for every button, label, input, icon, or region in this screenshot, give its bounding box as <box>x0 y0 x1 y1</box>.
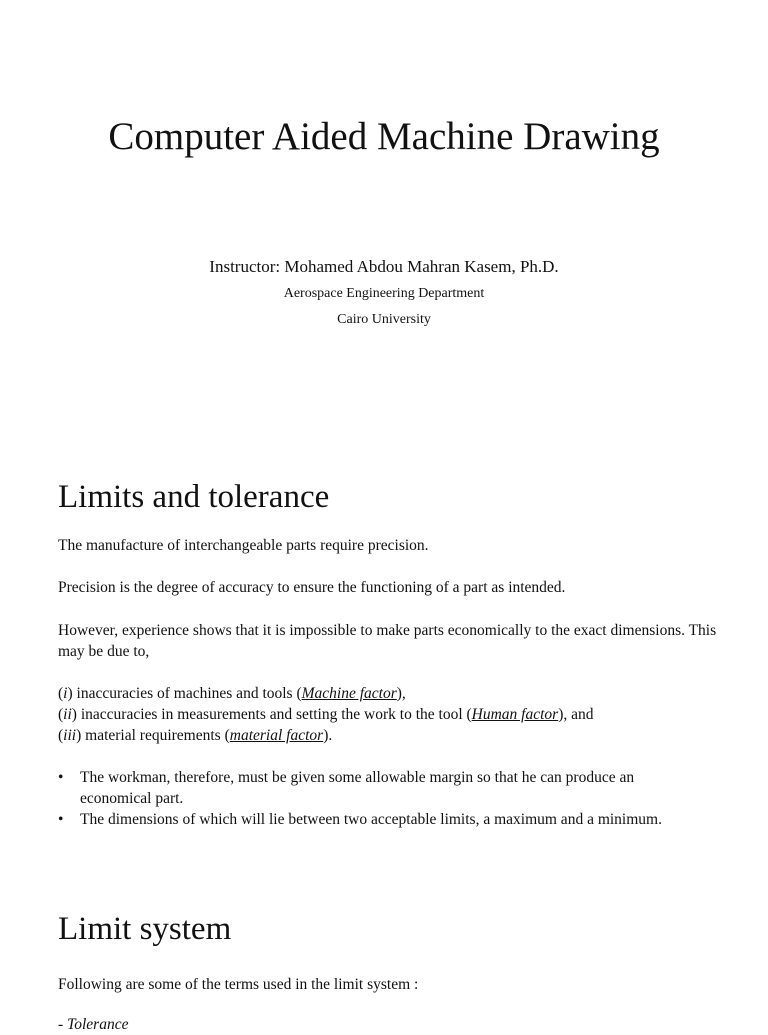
bullet-text: The dimensions of which will lie between two acceptable limits, a maximum and a minimum. <box>80 811 662 828</box>
limit-system-heading: Limit system <box>58 911 232 947</box>
paragraph-interchangeable: The manufacture of interchangeable parts require precision. <box>58 537 429 554</box>
document-title: Computer Aided Machine Drawing <box>108 115 660 158</box>
limits-tolerance-heading: Limits and tolerance <box>58 479 330 515</box>
factor-line: (iii) material requirements (material factor). <box>58 727 333 744</box>
university-line: Cairo University <box>337 312 431 327</box>
factor-text: material requirements ( <box>81 727 230 744</box>
paragraph-experience: However, experience shows that it is impossible to make parts economically to the exact dimensions. This may be due to, <box>58 622 717 660</box>
factor-number: i <box>63 685 68 702</box>
instructor-line: Instructor: Mohamed Abdou Mahran Kasem, Ph.D. <box>209 257 559 276</box>
bullet-glyph: • <box>58 811 64 828</box>
list-item <box>58 767 698 809</box>
bullet-text: The workman, therefore, must be given some allowable margin so that he can produce an economical part. <box>80 769 635 807</box>
factor-line: (ii) inaccuracies in measurements and setting the work to the tool (Human factor), and <box>58 706 594 723</box>
factor-list <box>58 683 718 746</box>
bullet-glyph: • <box>58 769 64 786</box>
factor-term: material factor <box>229 727 324 744</box>
factor-end: ). <box>323 727 333 744</box>
factor-number: ii <box>63 706 72 723</box>
factor-text: inaccuracies in measurements and setting the work to the tool ( <box>76 706 472 723</box>
factor-line: (i) inaccuracies of machines and tools (Machine factor), <box>58 685 406 702</box>
factor-end: ), and <box>558 706 594 723</box>
factor-text: inaccuracies of machines and tools ( <box>72 685 302 702</box>
factor-term: Machine factor <box>301 685 397 702</box>
factor-number: iii <box>63 727 77 744</box>
paragraph-precision: Precision is the degree of accuracy to ensure the functioning of a part as intended. <box>58 579 566 596</box>
paragraph-limit-terms: Following are some of the terms used in the limit system : <box>58 976 419 993</box>
term-tolerance: - Tolerance <box>58 1016 129 1033</box>
factor-end: ), <box>396 685 406 702</box>
list-item <box>58 809 698 830</box>
department-line: Aerospace Engineering Department <box>283 286 485 301</box>
bullet-list <box>58 767 698 830</box>
factor-term: Human factor <box>471 706 559 723</box>
